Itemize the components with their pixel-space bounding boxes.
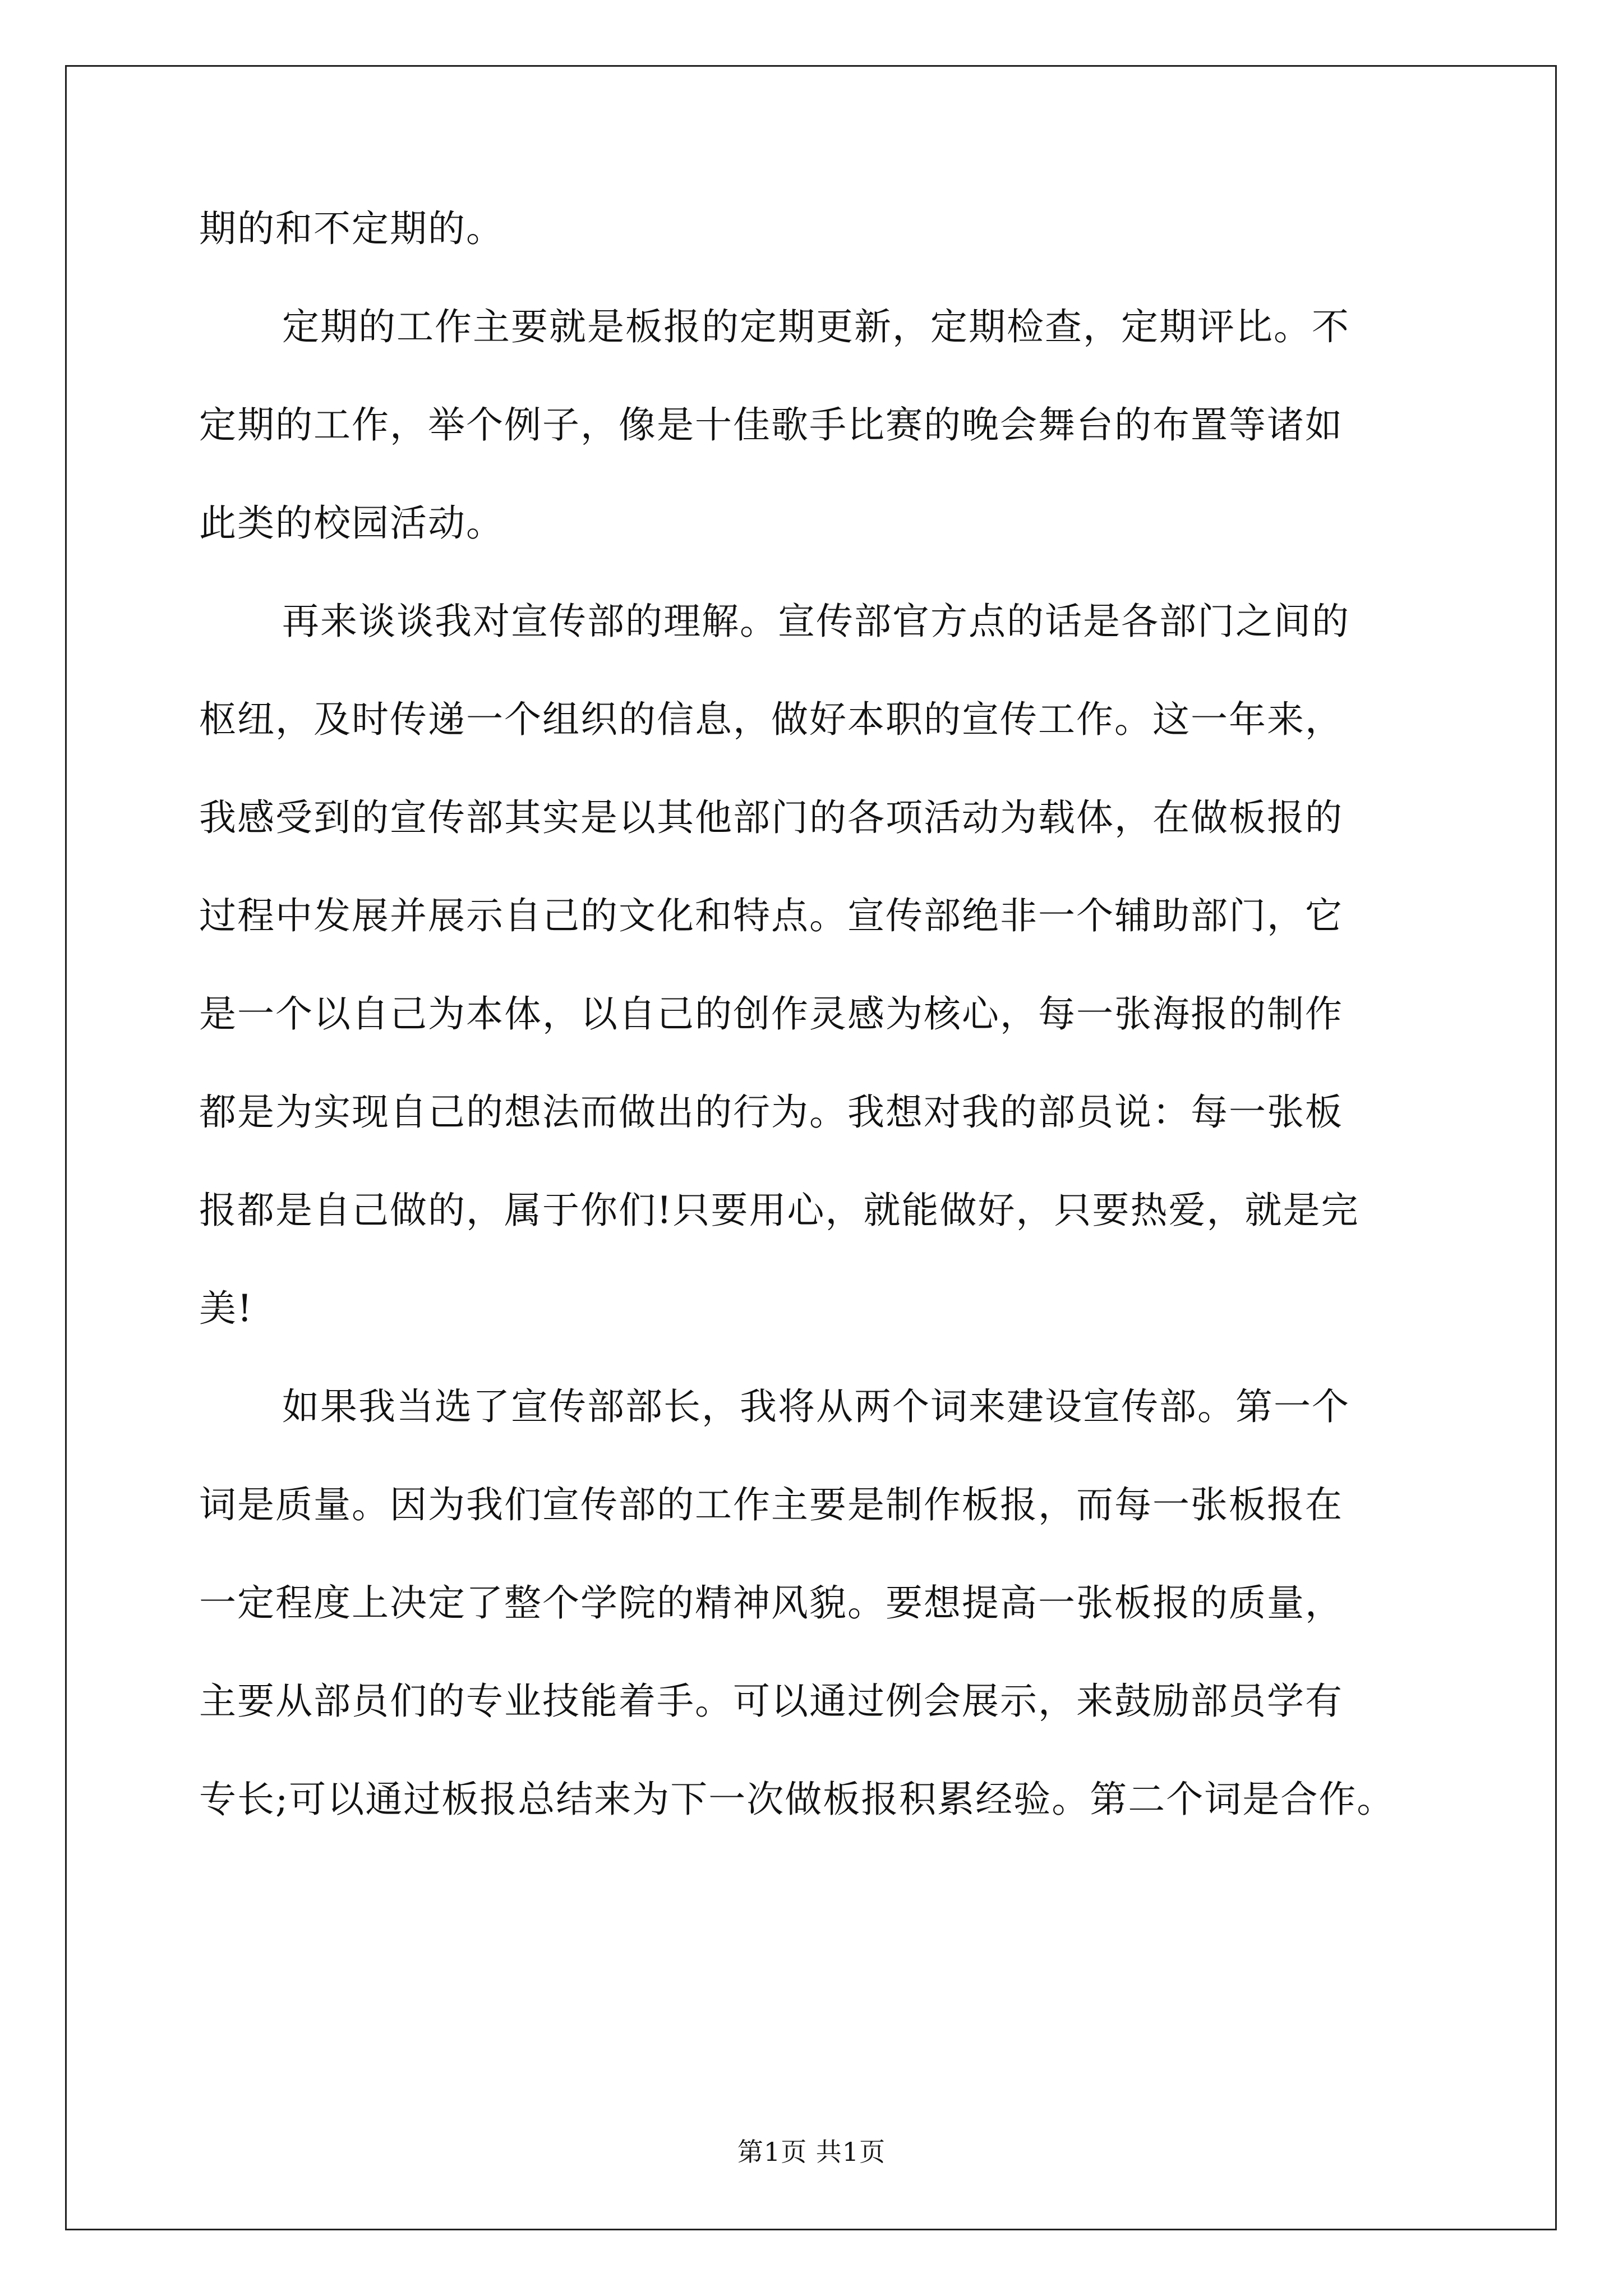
page-number-footer: 第1页 共1页 [737, 2137, 886, 2167]
text-line: 专长;可以通过板报总结来为下一次做板报积累经验。第二个词是合作。 [199, 1778, 1395, 1821]
paragraph-first-line: 如果我当选了宣传部部长，我将从两个词来建设宣传部。第一个 [282, 1385, 1350, 1428]
text-line: 主要从部员们的专业技能着手。可以通过例会展示，来鼓励部员学有 [199, 1680, 1343, 1723]
paragraph-first-line: 再来谈谈我对宣传部的理解。宣传部官方点的话是各部门之间的 [282, 600, 1350, 643]
text-line: 枢纽，及时传递一个组织的信息，做好本职的宣传工作。这一年来， [199, 698, 1343, 741]
text-line: 都是为实现自己的想法而做出的行为。我想对我的部员说：每一张板 [199, 1091, 1343, 1134]
text-line: 此类的校园活动。 [199, 501, 504, 545]
text-line: 一定程度上决定了整个学院的精神风貌。要想提高一张板报的质量， [199, 1581, 1343, 1625]
text-line: 过程中发展并展示自己的文化和特点。宣传部绝非一个辅助部门，它 [199, 894, 1343, 937]
text-line: 美! [199, 1287, 253, 1330]
text-line: 定期的工作，举个例子，像是十佳歌手比赛的晚会舞台的布置等诸如 [199, 403, 1343, 447]
text-line: 期的和不定期的。 [199, 207, 504, 250]
text-line: 是一个以自己为本体，以自己的创作灵感为核心，每一张海报的制作 [199, 992, 1343, 1036]
text-line: 词是质量。因为我们宣传部的工作主要是制作板报，而每一张板报在 [199, 1483, 1343, 1526]
text-line: 报都是自己做的，属于你们!只要用心，就能做好，只要热爱，就是完 [199, 1189, 1359, 1232]
page-border [65, 65, 1557, 2230]
text-line: 我感受到的宣传部其实是以其他部门的各项活动为载体，在做板报的 [199, 796, 1343, 839]
paragraph-first-line: 定期的工作主要就是板报的定期更新，定期检查，定期评比。不 [282, 305, 1350, 348]
